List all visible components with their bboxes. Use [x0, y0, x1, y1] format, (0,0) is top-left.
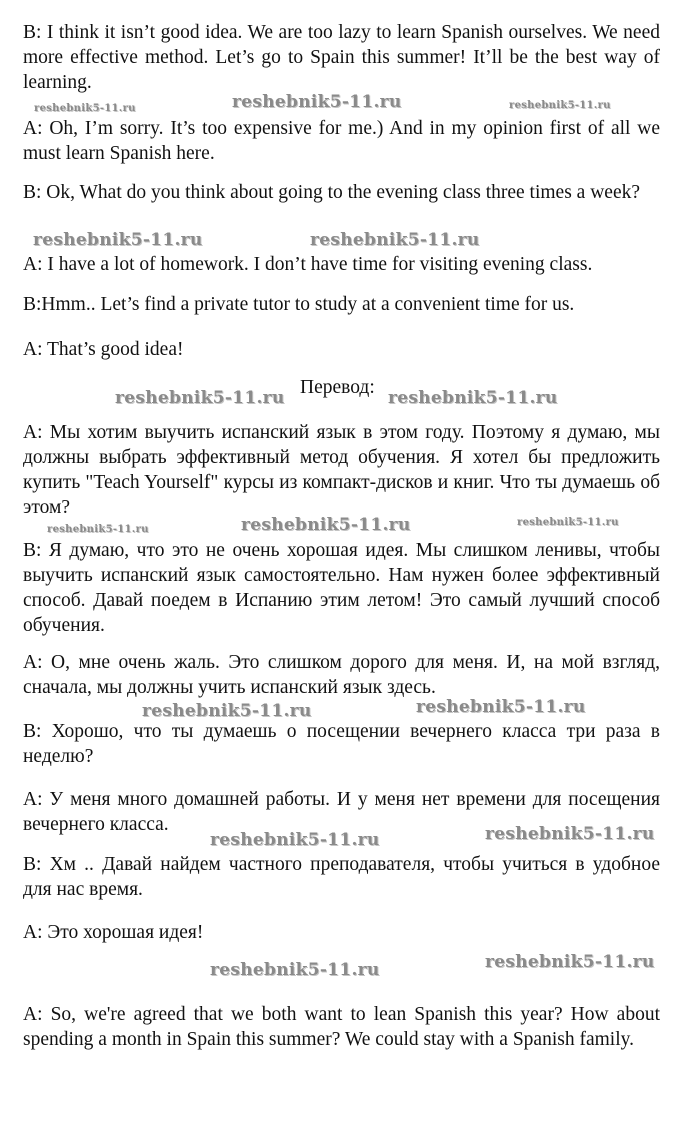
- paragraph-ru-a-good-idea: A: Это хорошая идея!: [23, 922, 204, 943]
- watermark: reshebnik5-11.ru: [210, 830, 380, 850]
- paragraph-ru-a-too-expensive: A: О, мне очень жаль. Это слишком дорого для меня. И, на мой взгляд, сначала, мы должны учить испанский язык здесь.: [23, 652, 660, 698]
- watermark: reshebnik5-11.ru: [485, 952, 655, 972]
- watermark: reshebnik5-11.ru: [33, 230, 203, 250]
- watermark: reshebnik5-11.ru: [241, 515, 411, 535]
- paragraph-b-private-tutor: B:Hmm.. Let’s find a private tutor to study at a convenient time for us.: [23, 294, 575, 315]
- paragraph-b-not-good-idea: B: I think it isn’t good idea. We are too lazy to learn Spanish ourselves. We need more effective method. Let’s go to Spain this summer! It’ll be the best way of learning.: [23, 22, 660, 93]
- paragraph-a-too-expensive: A: Oh, I’m sorry. It’s too expensive for me.) And in my opinion first of all we must learn Spanish here.: [23, 118, 660, 164]
- watermark: reshebnik5-11.ru: [115, 388, 285, 408]
- watermark: reshebnik5-11.ru: [34, 103, 136, 114]
- watermark: reshebnik5-11.ru: [416, 697, 586, 717]
- paragraph-ru-a-want-learn: A: Мы хотим выучить испанский язык в этом году. Поэтому я думаю, мы должны выбрать эффективный метод обучения. Я хотел бы предложить купить "Teach Yourself" курсы из компакт-дисков и книг. Что ты думаешь об этом?: [23, 422, 660, 518]
- watermark: reshebnik5-11.ru: [232, 92, 402, 112]
- paragraph-a-good-idea: A: That’s good idea!: [23, 339, 184, 360]
- paragraph-ru-a-homework: A: У меня много домашней работы. И у меня нет времени для посещения вечернего класса.: [23, 789, 660, 835]
- paragraph-b-evening-class: B: Ok, What do you think about going to the evening class three times a week?: [23, 182, 641, 203]
- watermark: reshebnik5-11.ru: [142, 701, 312, 721]
- paragraph-a-spending-month: A: So, we're agreed that we both want to lean Spanish this year? How about spending a month in Spain this summer? We could stay with a Spanish family.: [23, 1004, 660, 1050]
- watermark: reshebnik5-11.ru: [310, 230, 480, 250]
- paragraph-a-homework: A: I have a lot of homework. I don’t have time for visiting evening class.: [23, 254, 593, 275]
- watermark: reshebnik5-11.ru: [47, 524, 149, 535]
- translation-heading: Перевод:: [300, 377, 375, 398]
- paragraph-ru-b-not-good-idea: B: Я думаю, что это не очень хорошая идея. Мы слишком ленивы, чтобы выучить испанский язык самостоятельно. Нам нужен более эффективный способ. Давай поедем в Испанию этим летом! Это самый лучший способ обучения.: [23, 540, 660, 636]
- watermark: reshebnik5-11.ru: [509, 100, 611, 111]
- watermark: reshebnik5-11.ru: [517, 517, 619, 528]
- paragraph-ru-b-evening-class: B: Хорошо, что ты думаешь о посещении вечернего класса три раза в неделю?: [23, 721, 660, 767]
- paragraph-ru-b-private-tutor: B: Хм .. Давай найдем частного преподавателя, чтобы учиться в удобное для нас время.: [23, 854, 660, 900]
- watermark: reshebnik5-11.ru: [210, 960, 380, 980]
- watermark: reshebnik5-11.ru: [388, 388, 558, 408]
- watermark: reshebnik5-11.ru: [485, 824, 655, 844]
